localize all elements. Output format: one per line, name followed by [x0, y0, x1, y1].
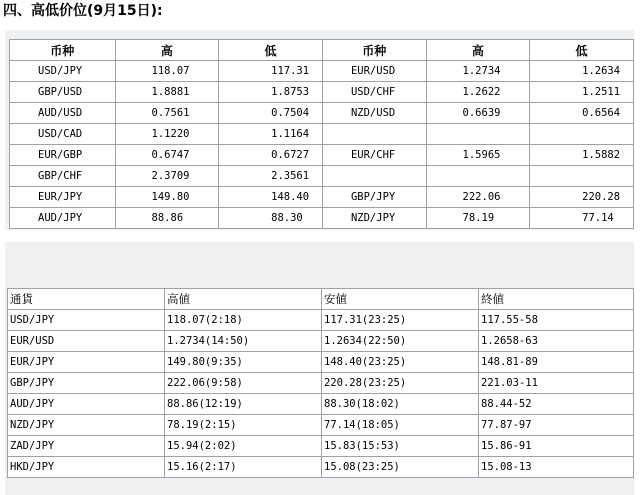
cell-pair: ZAD/JPY	[8, 436, 165, 457]
cell-high: 149.80	[115, 187, 219, 208]
cell-pair	[322, 166, 426, 187]
cell-low-value: 77.14(18:05)	[322, 415, 479, 436]
cell-low-value: 88.30(18:02)	[322, 394, 479, 415]
cell-high: 118.07	[115, 61, 219, 82]
cell-pair: NZD/JPY	[322, 208, 426, 229]
cell-pair	[322, 124, 426, 145]
cell-high: 1.5965	[426, 145, 530, 166]
cell-close-value: 15.86-91	[479, 436, 634, 457]
cell-close-value: 88.44-52	[479, 394, 634, 415]
table-row	[10, 61, 634, 82]
cell-pair: NZD/JPY	[8, 415, 165, 436]
cell-low-value: 148.40(23:25)	[322, 352, 479, 373]
cell-close-value: 15.08-13	[479, 457, 634, 478]
cell-pair: EUR/CHF	[322, 145, 426, 166]
table-row	[10, 103, 634, 124]
table-row	[10, 145, 634, 166]
cell-low: 0.6727	[219, 145, 323, 166]
cell-low	[530, 166, 634, 187]
cell-high-value: 1.2734(14:50)	[165, 331, 322, 352]
cell-high	[426, 124, 530, 145]
cell-pair: AUD/JPY	[8, 394, 165, 415]
table-row	[10, 166, 634, 187]
table-header-row	[10, 40, 634, 61]
header-high-value: 高値	[165, 289, 322, 310]
cell-pair: USD/JPY	[10, 61, 116, 82]
cell-low: 1.1164	[219, 124, 323, 145]
cell-pair: GBP/JPY	[322, 187, 426, 208]
header-currency: 通貨	[8, 289, 165, 310]
table-row	[8, 352, 634, 373]
cell-high: 2.3709	[115, 166, 219, 187]
cell-high-value: 15.94(2:02)	[165, 436, 322, 457]
cell-close-value: 77.87-97	[479, 415, 634, 436]
cell-pair: USD/CHF	[322, 82, 426, 103]
cell-low: 77.14	[530, 208, 634, 229]
high-low-table	[9, 39, 634, 229]
header-currency: 币种	[10, 40, 116, 61]
cell-high	[426, 166, 530, 187]
cell-low: 2.3561	[219, 166, 323, 187]
cell-close-value: 1.2658-63	[479, 331, 634, 352]
table-row	[8, 331, 634, 352]
cell-pair: USD/JPY	[8, 310, 165, 331]
table-row	[10, 187, 634, 208]
cell-pair: EUR/USD	[322, 61, 426, 82]
cell-close-value: 148.81-89	[479, 352, 634, 373]
cell-high-value: 88.86(12:19)	[165, 394, 322, 415]
market-summary-panel	[5, 242, 634, 495]
high-low-panel	[5, 30, 634, 230]
header-close-value: 終値	[479, 289, 634, 310]
cell-high: 222.06	[426, 187, 530, 208]
cell-low: 88.30	[219, 208, 323, 229]
cell-low	[530, 124, 634, 145]
cell-pair: EUR/JPY	[8, 352, 165, 373]
cell-high-value: 149.80(9:35)	[165, 352, 322, 373]
cell-pair: GBP/JPY	[8, 373, 165, 394]
header-high: 高	[426, 40, 530, 61]
cell-pair: USD/CAD	[10, 124, 116, 145]
cell-pair: GBP/CHF	[10, 166, 116, 187]
table-row	[8, 415, 634, 436]
cell-high: 1.2622	[426, 82, 530, 103]
cell-high: 78.19	[426, 208, 530, 229]
header-currency: 币种	[322, 40, 426, 61]
cell-low-value: 1.2634(22:50)	[322, 331, 479, 352]
cell-high: 0.7561	[115, 103, 219, 124]
cell-high-value: 222.06(9:58)	[165, 373, 322, 394]
cell-pair: NZD/USD	[322, 103, 426, 124]
cell-low: 1.2511	[530, 82, 634, 103]
cell-pair: EUR/JPY	[10, 187, 116, 208]
header-low: 低	[530, 40, 634, 61]
cell-pair: GBP/USD	[10, 82, 116, 103]
cell-pair: AUD/JPY	[10, 208, 116, 229]
cell-low: 1.5882	[530, 145, 634, 166]
table-header-row	[8, 289, 634, 310]
cell-low: 0.6564	[530, 103, 634, 124]
cell-high: 1.2734	[426, 61, 530, 82]
cell-low-value: 117.31(23:25)	[322, 310, 479, 331]
table-row	[10, 82, 634, 103]
cell-high: 1.1220	[115, 124, 219, 145]
cell-low: 1.2634	[530, 61, 634, 82]
cell-pair: EUR/USD	[8, 331, 165, 352]
header-low: 低	[219, 40, 323, 61]
cell-high: 0.6639	[426, 103, 530, 124]
cell-low-value: 220.28(23:25)	[322, 373, 479, 394]
cell-high: 0.6747	[115, 145, 219, 166]
table-row	[8, 436, 634, 457]
table-row	[8, 373, 634, 394]
cell-high-value: 78.19(2:15)	[165, 415, 322, 436]
table-row	[8, 310, 634, 331]
cell-pair: AUD/USD	[10, 103, 116, 124]
cell-close-value: 117.55-58	[479, 310, 634, 331]
header-low-value: 安値	[322, 289, 479, 310]
cell-high-value: 118.07(2:18)	[165, 310, 322, 331]
cell-low: 148.40	[219, 187, 323, 208]
cell-low-value: 15.08(23:25)	[322, 457, 479, 478]
table-row	[10, 124, 634, 145]
cell-pair: EUR/GBP	[10, 145, 116, 166]
cell-low-value: 15.83(15:53)	[322, 436, 479, 457]
header-high: 高	[115, 40, 219, 61]
cell-low: 0.7504	[219, 103, 323, 124]
table-row	[8, 394, 634, 415]
market-summary-table	[7, 288, 634, 478]
table-row	[10, 208, 634, 229]
section-heading: 四、高低价位(9月15日):	[3, 3, 163, 19]
cell-high: 88.86	[115, 208, 219, 229]
cell-low: 117.31	[219, 61, 323, 82]
cell-close-value: 221.03-11	[479, 373, 634, 394]
cell-low: 220.28	[530, 187, 634, 208]
cell-pair: HKD/JPY	[8, 457, 165, 478]
cell-high: 1.8881	[115, 82, 219, 103]
cell-low: 1.8753	[219, 82, 323, 103]
table-row	[8, 457, 634, 478]
cell-high-value: 15.16(2:17)	[165, 457, 322, 478]
